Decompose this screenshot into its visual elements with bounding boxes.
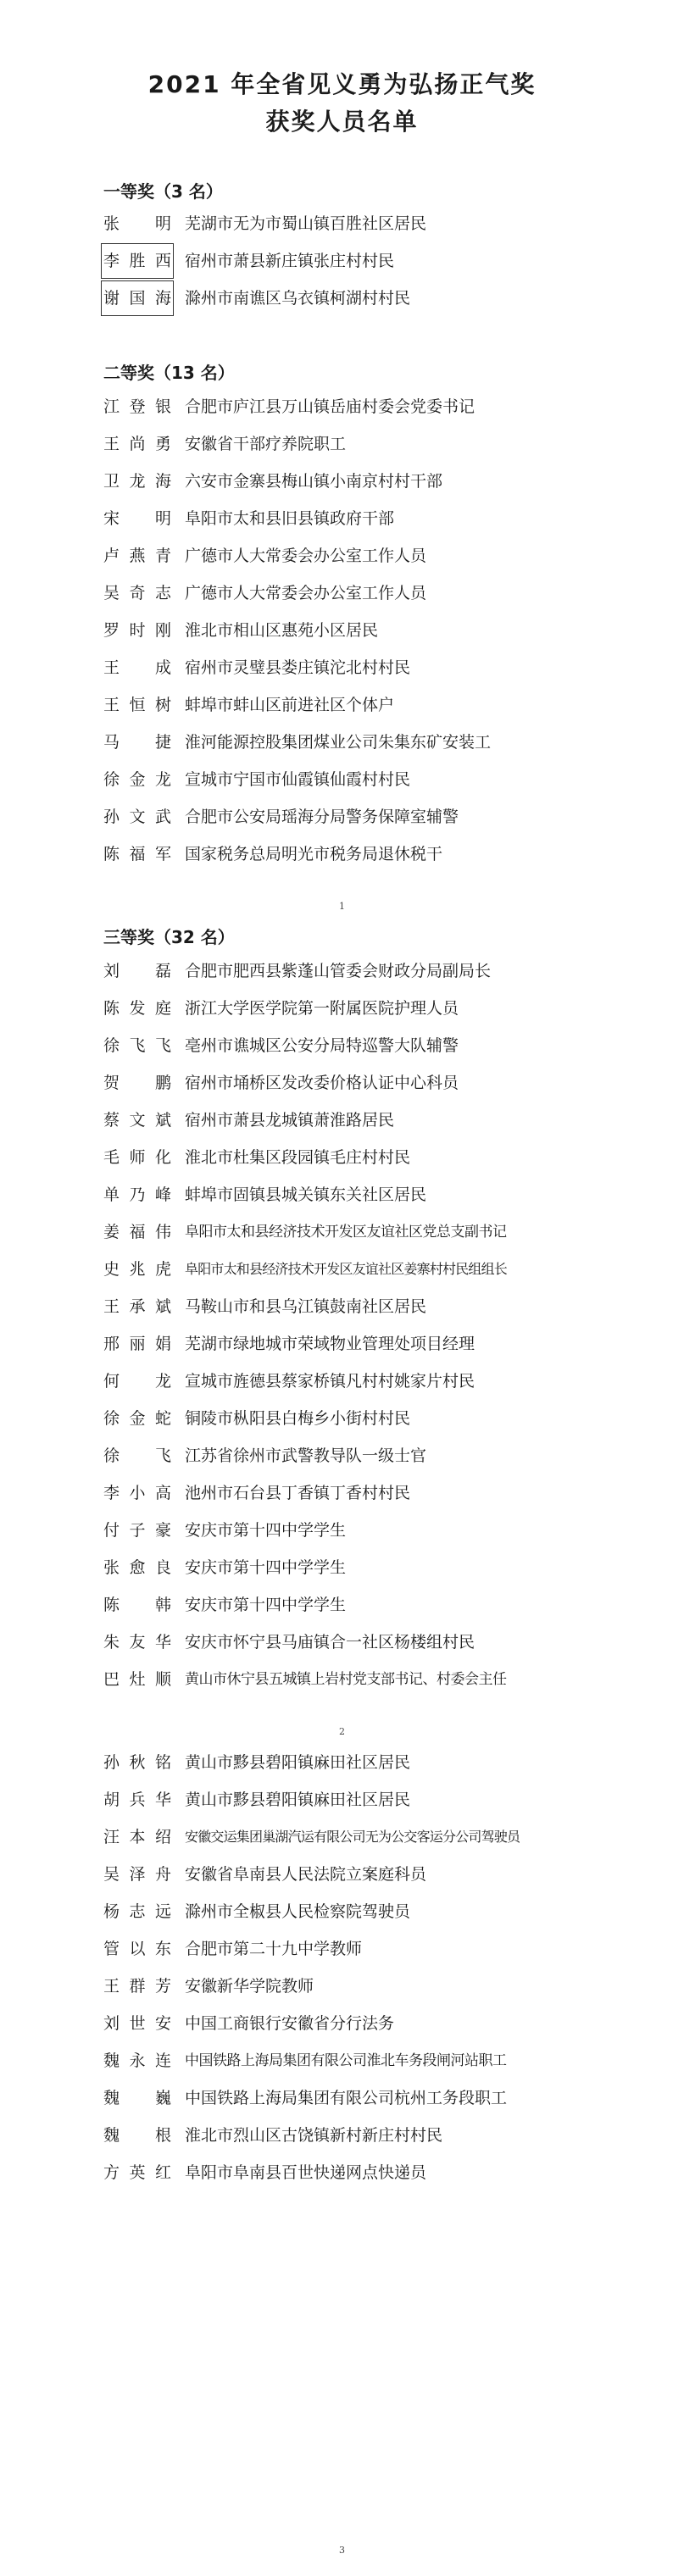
winner-desc: 亳州市谯城区公安分局特巡警大队辅警 bbox=[185, 1036, 459, 1055]
winner-desc: 池州市石台县丁香镇丁香村村民 bbox=[185, 1484, 411, 1502]
winner-name: 贺 鹏 bbox=[103, 1074, 171, 1092]
winner-name: 王 成 bbox=[103, 658, 171, 677]
list-item bbox=[103, 615, 663, 646]
winner-desc: 淮北市杜集区段园镇毛庄村村民 bbox=[185, 1148, 411, 1167]
page-number: 3 bbox=[339, 2545, 345, 2556]
list-item bbox=[103, 1664, 663, 1695]
list-item bbox=[103, 1785, 663, 1815]
winner-name: 刘 磊 bbox=[103, 962, 171, 980]
section-heading-second-prize: 二等奖（13 名） bbox=[103, 363, 235, 383]
winner-name: 罗时刚 bbox=[103, 621, 171, 640]
list-item bbox=[103, 1254, 663, 1285]
winner-desc: 黄山市休宁县五城镇上岩村党支部书记、村委会主任 bbox=[185, 1671, 507, 1688]
list-item bbox=[103, 1859, 663, 1890]
winner-name: 李小高 bbox=[103, 1484, 171, 1502]
winner-desc: 浙江大学医学院第一附属医院护理人员 bbox=[185, 999, 459, 1018]
list-item bbox=[103, 1552, 663, 1583]
list-item bbox=[103, 1934, 663, 1964]
winner-name: 王承斌 bbox=[103, 1297, 171, 1316]
winner-desc: 淮河能源控股集团煤业公司朱集东矿安装工 bbox=[185, 733, 492, 752]
list-item bbox=[103, 727, 663, 758]
list-item bbox=[103, 2083, 663, 2113]
winner-desc: 中国铁路上海局集团有限公司淮北车务段闸河站职工 bbox=[185, 2052, 507, 2069]
winner-desc: 芜湖市绿地城市荣域物业管理处项目经理 bbox=[185, 1335, 475, 1353]
list-item bbox=[103, 1822, 663, 1852]
winner-desc: 淮北市相山区惠苑小区居民 bbox=[185, 621, 379, 640]
winner-name: 胡兵华 bbox=[103, 1790, 171, 1809]
list-item bbox=[103, 1403, 663, 1434]
winner-desc: 阜阳市太和县经济技术开发区友谊社区姜寨村村民组组长 bbox=[185, 1261, 508, 1277]
list-item bbox=[103, 1366, 663, 1396]
winner-name: 宋 明 bbox=[103, 509, 171, 528]
winner-desc: 滁州市全椒县人民检察院驾驶员 bbox=[185, 1902, 411, 1921]
list-item bbox=[103, 1180, 663, 1210]
winner-name: 邢丽娟 bbox=[103, 1335, 171, 1353]
section-heading-first-prize: 一等奖（3 名） bbox=[103, 181, 223, 202]
winner-name: 张 明 bbox=[103, 214, 171, 233]
list-item bbox=[103, 246, 663, 276]
winner-name: 蔡文斌 bbox=[103, 1111, 171, 1130]
winner-desc: 宣城市旌德县蔡家桥镇凡村村姚家片村民 bbox=[185, 1372, 475, 1391]
winner-desc: 六安市金寨县梅山镇小南京村村干部 bbox=[185, 472, 443, 491]
list-item bbox=[103, 466, 663, 497]
list-item bbox=[103, 1590, 663, 1620]
winner-desc: 合肥市庐江县万山镇岳庙村委会党委书记 bbox=[185, 397, 475, 416]
winner-desc: 马鞍山市和县乌江镇鼓南社区居民 bbox=[185, 1297, 427, 1316]
list-item bbox=[103, 1291, 663, 1322]
list-item bbox=[103, 1971, 663, 2001]
winner-name: 王恒树 bbox=[103, 696, 171, 714]
list-item bbox=[103, 764, 663, 795]
winner-desc: 江苏省徐州市武警教导队一级士官 bbox=[185, 1446, 427, 1465]
winner-desc: 芜湖市无为市蜀山镇百胜社区居民 bbox=[185, 214, 427, 233]
winner-name: 魏永连 bbox=[103, 2051, 171, 2070]
list-item bbox=[103, 429, 663, 459]
winner-desc: 阜阳市太和县经济技术开发区友谊社区党总支副书记 bbox=[185, 1224, 507, 1241]
list-item bbox=[103, 1217, 663, 1247]
list-item bbox=[103, 1068, 663, 1098]
list-item bbox=[103, 839, 663, 869]
winner-name: 卫龙海 bbox=[103, 472, 171, 491]
winner-desc: 安徽交运集团巢湖汽运有限公司无为公交客运分公司驾驶员 bbox=[185, 1829, 520, 1845]
winner-desc: 广德市人大常委会办公室工作人员 bbox=[185, 547, 427, 565]
winner-desc: 宿州市萧县新庄镇张庄村村民 bbox=[185, 252, 395, 270]
winner-name: 陈 韩 bbox=[103, 1596, 171, 1614]
winner-desc: 合肥市公安局瑶海分局警务保障室辅警 bbox=[185, 808, 459, 826]
winner-desc: 国家税务总局明光市税务局退休税干 bbox=[185, 845, 443, 863]
list-item bbox=[103, 1030, 663, 1061]
list-item bbox=[103, 1515, 663, 1546]
winner-name: 何 龙 bbox=[103, 1372, 171, 1391]
winner-desc: 宿州市灵璧县娄庄镇沱北村村民 bbox=[185, 658, 411, 677]
section-heading-third-prize: 三等奖（32 名） bbox=[103, 927, 235, 947]
list-item bbox=[103, 391, 663, 422]
winner-name: 方英红 bbox=[103, 2163, 171, 2182]
winner-name: 陈发庭 bbox=[103, 999, 171, 1018]
winner-desc: 黄山市黟县碧阳镇麻田社区居民 bbox=[185, 1790, 411, 1809]
winner-name: 姜福伟 bbox=[103, 1223, 171, 1241]
winner-name: 付子豪 bbox=[103, 1521, 171, 1540]
winner-desc: 安徽省干部疗养院职工 bbox=[185, 435, 347, 453]
list-item bbox=[103, 2120, 663, 2151]
winner-name: 卢燕青 bbox=[103, 547, 171, 565]
winner-name: 魏 根 bbox=[103, 2126, 171, 2145]
winner-desc: 安徽省阜南县人民法院立案庭科员 bbox=[185, 1865, 427, 1884]
list-item bbox=[103, 1478, 663, 1508]
winner-name: 刘世安 bbox=[103, 2014, 171, 2033]
winner-desc: 中国工商银行安徽省分行法务 bbox=[185, 2014, 395, 2033]
page-number: 1 bbox=[339, 901, 345, 912]
page-number: 2 bbox=[339, 1726, 345, 1737]
winner-name: 单乃峰 bbox=[103, 1185, 171, 1204]
title-line-1: 2021 年全省见义勇为弘扬正气奖 bbox=[147, 70, 537, 98]
winner-name: 谢国海 bbox=[103, 283, 171, 314]
winner-name: 毛师化 bbox=[103, 1148, 171, 1167]
winner-name: 朱友华 bbox=[103, 1633, 171, 1652]
winner-name: 孙文武 bbox=[103, 808, 171, 826]
list-item bbox=[103, 993, 663, 1024]
winner-name: 吴泽舟 bbox=[103, 1865, 171, 1884]
winner-desc: 滁州市南谯区乌衣镇柯湖村村民 bbox=[185, 289, 411, 308]
list-item bbox=[103, 1896, 663, 1927]
winner-name: 杨志远 bbox=[103, 1902, 171, 1921]
winner-name: 巴灶顺 bbox=[103, 1670, 171, 1689]
list-item bbox=[103, 652, 663, 683]
winner-desc: 宿州市萧县龙城镇萧淮路居民 bbox=[185, 1111, 395, 1130]
winner-name: 管以东 bbox=[103, 1940, 171, 1958]
winner-desc: 安庆市第十四中学学生 bbox=[185, 1596, 347, 1614]
winner-name: 吴奇志 bbox=[103, 584, 171, 602]
list-item bbox=[103, 1627, 663, 1657]
winner-desc: 安庆市第十四中学学生 bbox=[185, 1558, 347, 1577]
winner-desc: 中国铁路上海局集团有限公司杭州工务段职工 bbox=[185, 2089, 508, 2107]
list-item bbox=[103, 1105, 663, 1135]
winner-name: 徐金龙 bbox=[103, 770, 171, 789]
winner-desc: 阜阳市太和县旧县镇政府干部 bbox=[185, 509, 395, 528]
list-item bbox=[103, 2046, 663, 2076]
winner-name: 马 捷 bbox=[103, 733, 171, 752]
list-item bbox=[103, 1747, 663, 1778]
winner-desc: 宿州市埇桥区发改委价格认证中心科员 bbox=[185, 1074, 459, 1092]
winner-desc: 合肥市第二十九中学教师 bbox=[185, 1940, 363, 1958]
list-item bbox=[103, 2008, 663, 2039]
list-item bbox=[103, 283, 663, 314]
winner-name: 江登银 bbox=[103, 397, 171, 416]
winner-name: 徐金蛇 bbox=[103, 1409, 171, 1428]
title-line-2: 获奖人员名单 bbox=[265, 108, 419, 136]
winner-desc: 安庆市第十四中学学生 bbox=[185, 1521, 347, 1540]
winner-name: 徐飞飞 bbox=[103, 1036, 171, 1055]
winner-name: 史兆虎 bbox=[103, 1260, 171, 1279]
winner-name: 徐 飞 bbox=[103, 1446, 171, 1465]
list-item bbox=[103, 802, 663, 832]
winner-name: 李胜西 bbox=[103, 246, 171, 276]
winner-desc: 安庆市怀宁县马庙镇合一社区杨楼组村民 bbox=[185, 1633, 475, 1652]
winner-desc: 宣城市宁国市仙霞镇仙霞村村民 bbox=[185, 770, 411, 789]
winner-name: 汪本绍 bbox=[103, 1828, 171, 1846]
winner-desc: 广德市人大常委会办公室工作人员 bbox=[185, 584, 427, 602]
winner-desc: 淮北市烈山区古饶镇新村新庄村村民 bbox=[185, 2126, 443, 2145]
list-item bbox=[103, 690, 663, 720]
list-item bbox=[103, 956, 663, 986]
winner-name: 孙秋铭 bbox=[103, 1753, 171, 1772]
winner-desc: 蚌埠市固镇县城关镇东关社区居民 bbox=[185, 1185, 427, 1204]
list-item bbox=[103, 578, 663, 608]
list-item bbox=[103, 541, 663, 571]
list-item bbox=[103, 1142, 663, 1173]
list-item bbox=[103, 2157, 663, 2188]
list-item bbox=[103, 208, 663, 239]
winner-desc: 铜陵市枞阳县白梅乡小街村村民 bbox=[185, 1409, 411, 1428]
list-item bbox=[103, 1441, 663, 1471]
winner-desc: 黄山市黟县碧阳镇麻田社区居民 bbox=[185, 1753, 411, 1772]
winner-desc: 蚌埠市蚌山区前进社区个体户 bbox=[185, 696, 395, 714]
winner-desc: 合肥市肥西县紫蓬山管委会财政分局副局长 bbox=[185, 962, 492, 980]
list-item bbox=[103, 503, 663, 534]
winner-name: 王尚勇 bbox=[103, 435, 171, 453]
winner-name: 魏 巍 bbox=[103, 2089, 171, 2107]
winner-name: 张愈良 bbox=[103, 1558, 171, 1577]
winner-name: 陈福军 bbox=[103, 845, 171, 863]
winner-desc: 安徽新华学院教师 bbox=[185, 1977, 314, 1996]
winner-name: 王群芳 bbox=[103, 1977, 171, 1996]
winner-desc: 阜阳市阜南县百世快递网点快递员 bbox=[185, 2163, 427, 2182]
list-item bbox=[103, 1329, 663, 1359]
